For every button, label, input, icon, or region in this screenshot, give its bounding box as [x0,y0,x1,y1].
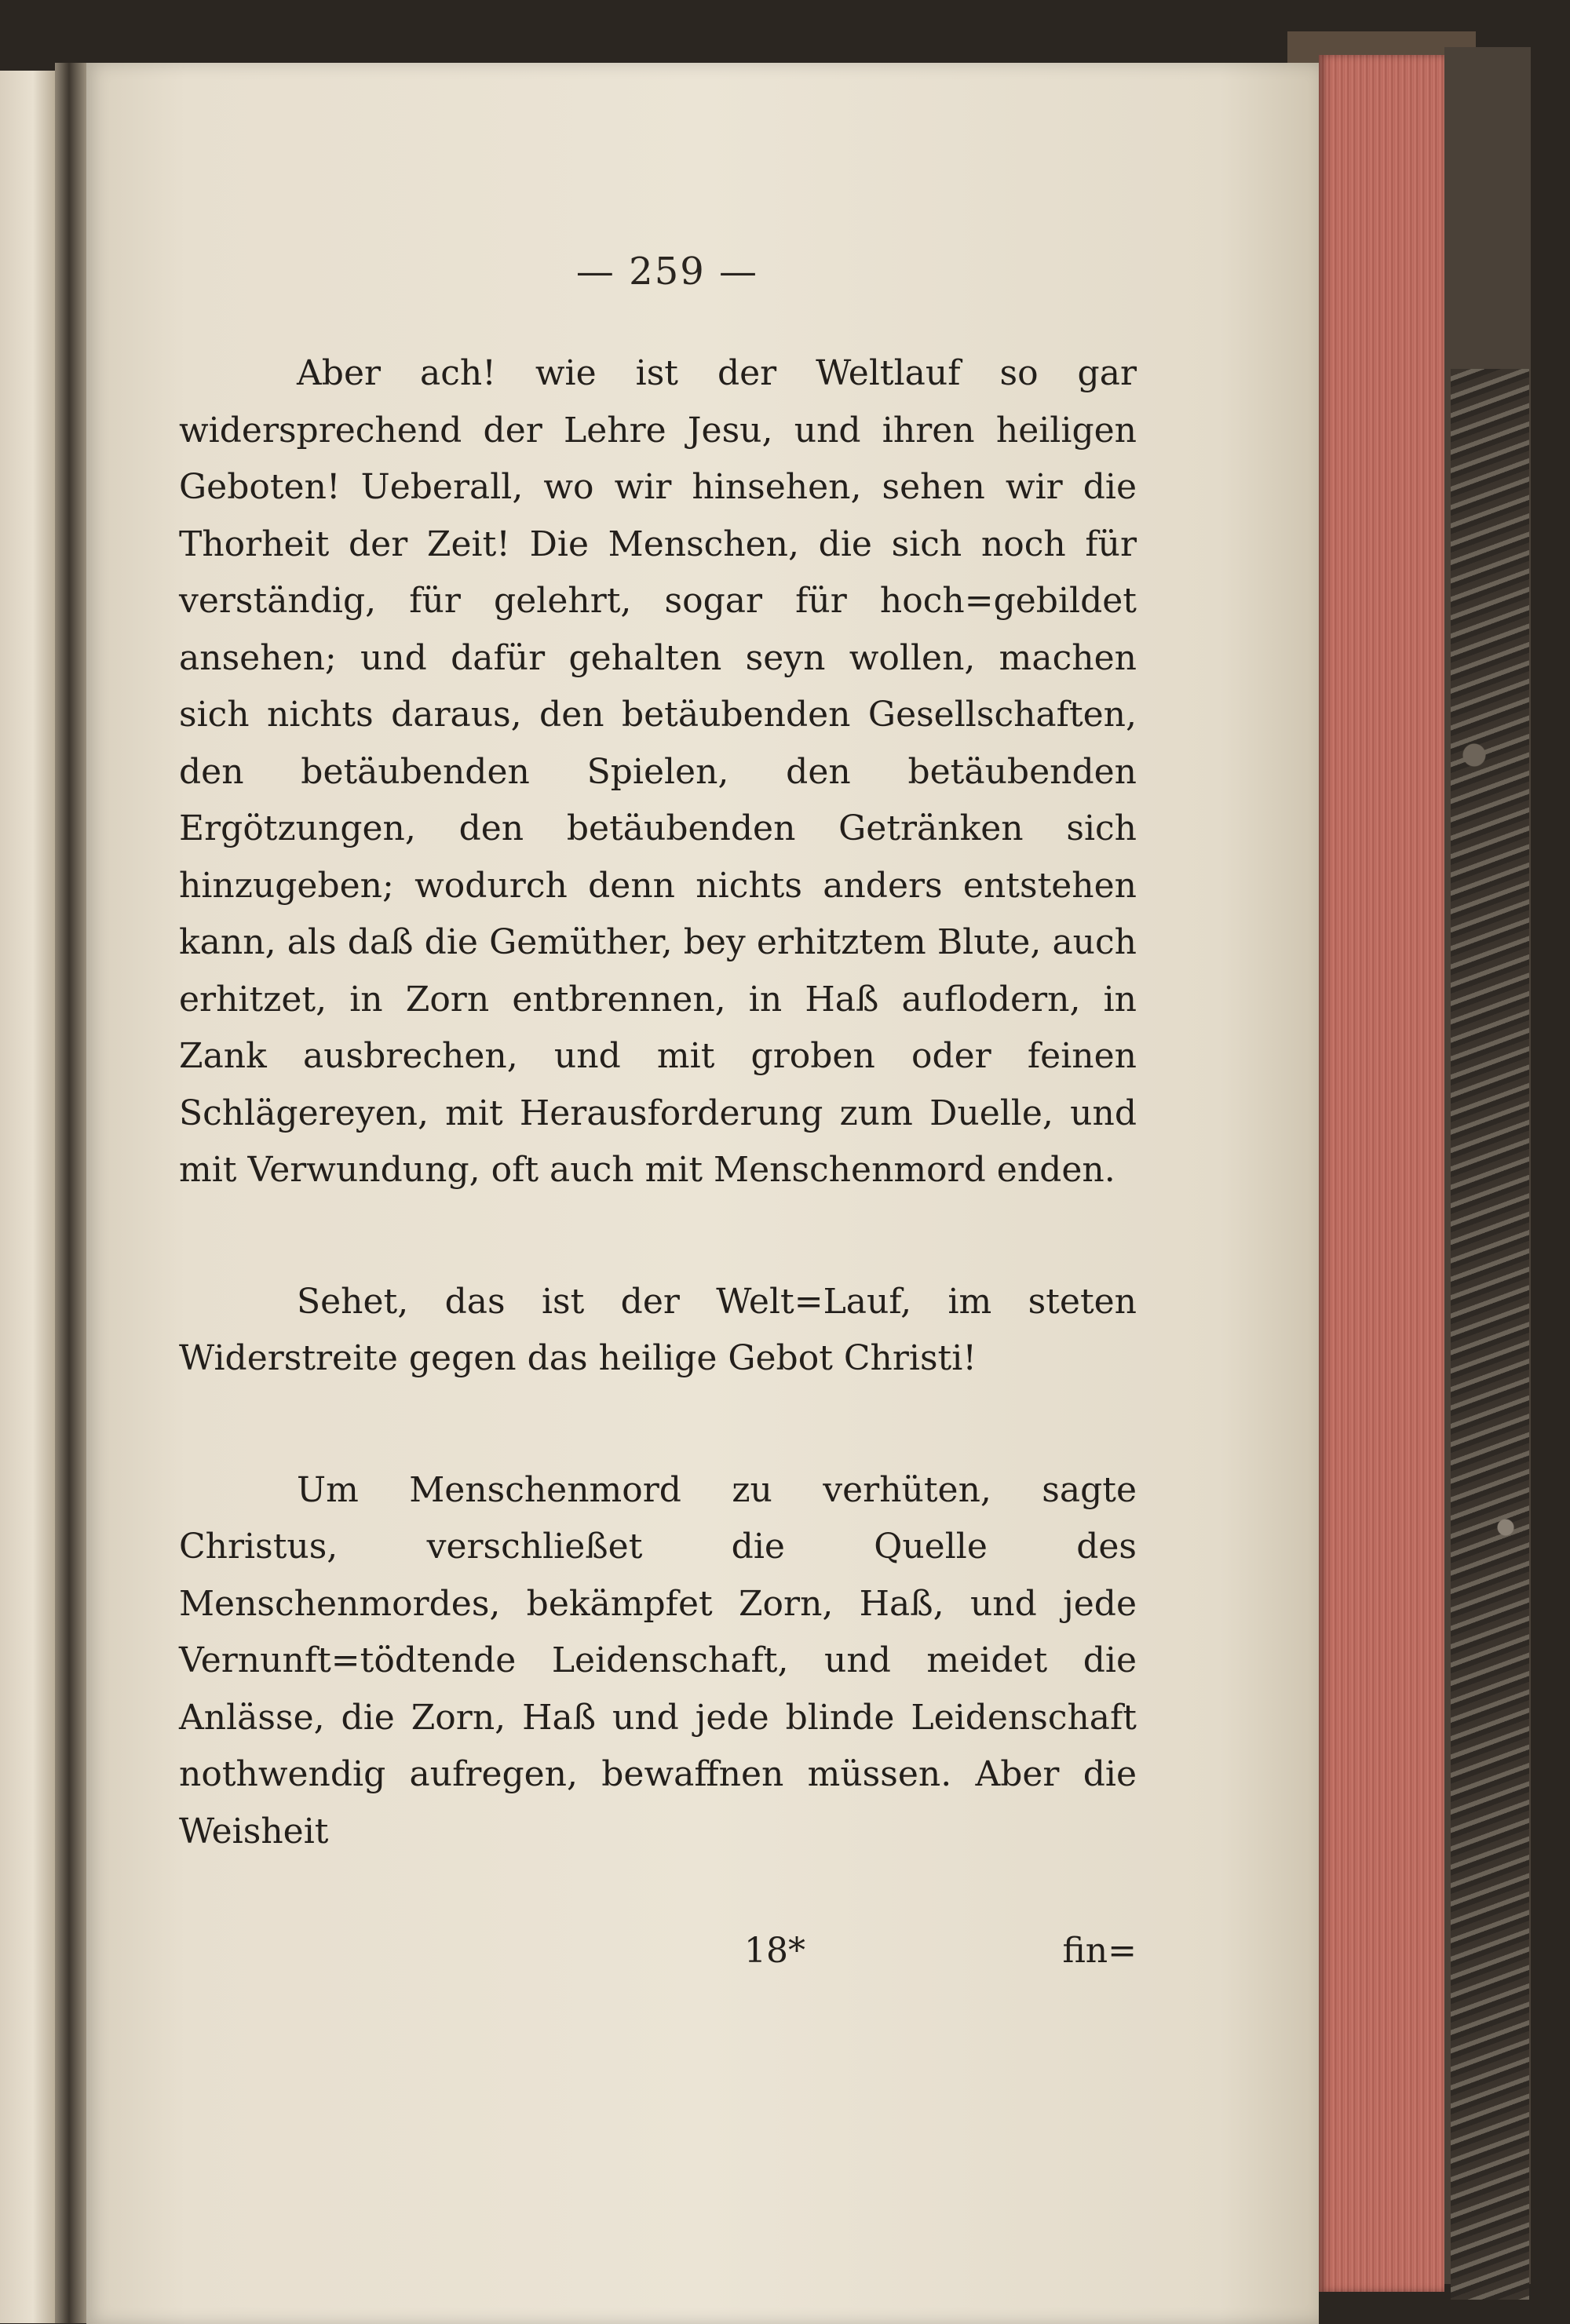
page-number: — 259 — [575,250,759,294]
signature-mark: 18* [744,1931,805,1971]
page-footer [179,1931,1137,1986]
book-gutter [55,63,86,2323]
paragraph-2: Sehet, das ist der Welt=Lauf, im steten Widerstreite gegen das heilige Gebot Christi! [179,1281,1137,1378]
page-edges [1319,55,1444,2292]
paragraph-3: Um Menschenmord zu verhüten, sagte Christus, verschließet die Quelle des Menschenmordes, bekämpfet Zorn, Haß, und jede Vernunft=tödtende Leidenschaft, und meidet die Anlässe, die Zorn, Haß und jede blinde Leidenschaft nothwendig aufregen, bewaffnen müssen. Aber die Weisheit [179,1469,1137,1852]
marbled-endpaper [1451,369,1529,2300]
paragraph-1: Aber ach! wie ist der Weltlauf so gar widersprechend der Lehre Jesu, und ihren heiligen Geboten! Ueberall, wo wir hinsehen, sehen wir die Thorheit der Zeit! Die Menschen, die sich noch für verständig, für gelehrt, sogar für hoch=gebildet ansehen; und dafür gehalten seyn wollen, machen sich nichts daraus, den betäubenden Gesellschaften, den betäubenden Spielen, den betäubenden Ergötzungen, den betäubenden Getränken sich hinzugeben; wodurch denn nichts anders entstehen kann, als daß die Gemüther, bey erhitztem Blute, auch erhitzet, in Zorn entbrennen, in Haß auflodern, in Zank ausbrechen, und mit groben oder feinen Schlägereyen, mit Herausforderung zum Duelle, und mit Verwundung, oft auch mit Menschenmord enden. [179,353,1137,1190]
catchword: fin= [1062,1931,1137,1971]
previous-page-edge [0,71,55,2323]
page-text [179,345,1137,1860]
